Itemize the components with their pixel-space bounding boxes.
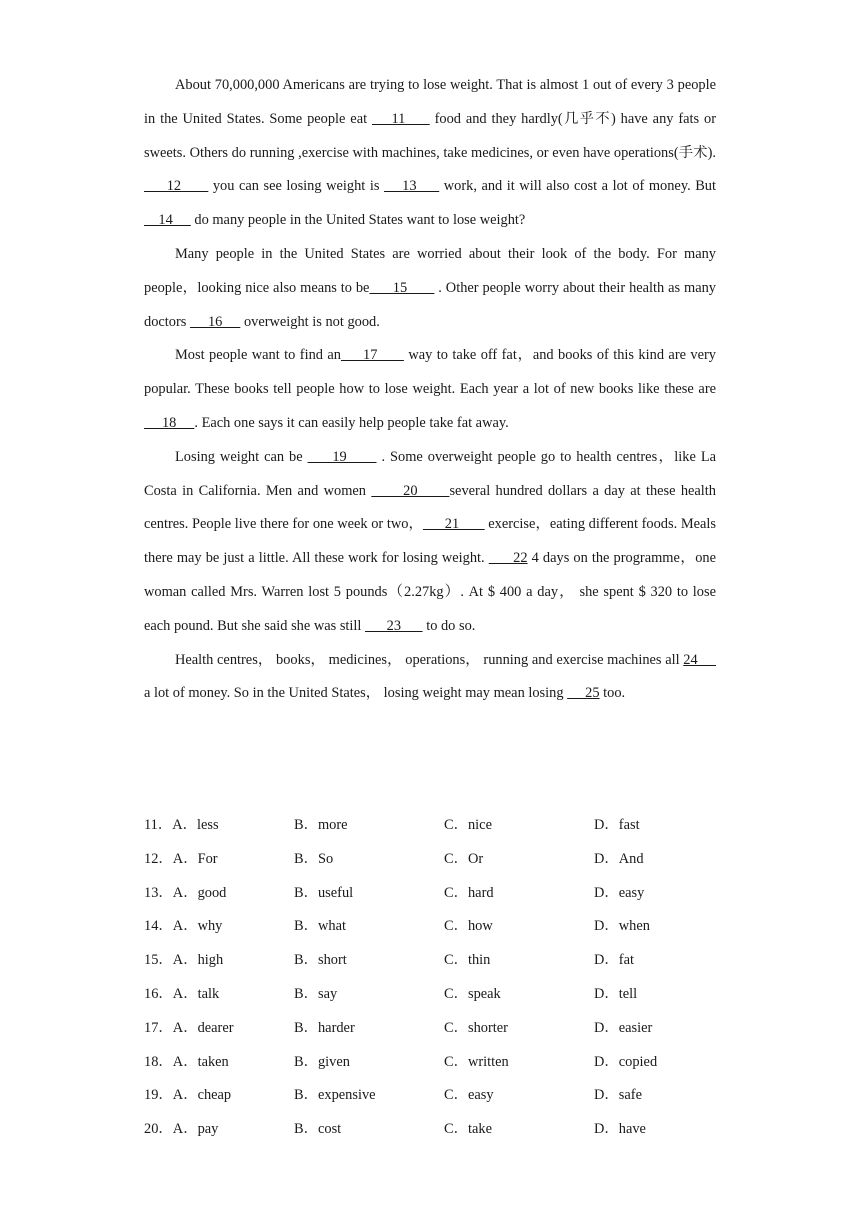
option-c: C．hard — [444, 884, 494, 901]
paragraph-3 — [144, 339, 716, 440]
passage-text: . Each one says it can easily help people take fat away. — [194, 414, 509, 431]
question-number: 14． — [144, 918, 173, 935]
passage-text: About 70,000,000 Americans are trying to lose weight. That is almost 1 out of every 3 people in the United States. Some people eat — [144, 77, 716, 127]
option-a — [144, 877, 294, 911]
blank-18: 18 — [144, 414, 195, 431]
option-a-text: A．high — [172, 952, 224, 969]
passage-text: food and they hardly(几乎不) have any fats or sweets. Others do running ,exercise with machines, take medicines, or even have operations(手术). — [144, 110, 716, 161]
question-row-18 — [144, 1046, 744, 1080]
paragraph-2 — [144, 238, 716, 339]
option-d: D．fat — [594, 952, 634, 969]
passage-text: way to take off fat，and books of this kind are very popular. These books tell people how to lose weight. Each year a lot of new books like these are — [144, 347, 716, 398]
option-b: B．given — [294, 1053, 350, 1070]
blank-21: 21 — [422, 516, 485, 533]
passage-text: Health centres， books， medicines， operations， running and exercise machines all — [175, 651, 684, 668]
passage-text: to do so. — [422, 617, 476, 634]
option-a-text: A．pay — [172, 1121, 219, 1138]
passage-text: . Other people worry about their health as many doctors — [144, 279, 716, 330]
question-number: 13． — [144, 884, 173, 901]
option-c: C．written — [444, 1053, 509, 1070]
option-a-text: A．talk — [172, 985, 220, 1002]
question-number: 11． — [144, 817, 173, 833]
option-b: B．harder — [294, 1019, 355, 1036]
blank-17: 17 — [340, 347, 404, 364]
option-d: D．And — [594, 850, 644, 867]
question-row-13 — [144, 877, 744, 911]
option-d: D．easy — [594, 884, 645, 901]
blank-15: 15 — [369, 279, 435, 296]
option-c: C．take — [444, 1121, 492, 1138]
option-b: B．more — [294, 817, 348, 833]
option-b: B．useful — [294, 884, 354, 901]
blank-24: 24 — [683, 651, 716, 668]
option-d: D．easier — [594, 1019, 653, 1036]
blank-22: 22 — [488, 550, 528, 567]
passage-text: exercise，eating different foods. Meals there may be just a little. All these work for losing weight. — [144, 516, 716, 567]
question-row-20 — [144, 1113, 744, 1147]
question-number: 15． — [144, 952, 173, 969]
question-row-19 — [144, 1079, 744, 1113]
option-a-text: A．For — [172, 850, 218, 867]
option-a-text: A．why — [172, 918, 223, 935]
option-c: C．speak — [444, 985, 501, 1002]
blank-11: 11 — [371, 110, 430, 127]
question-number: 16． — [144, 985, 173, 1002]
question-row-14 — [144, 910, 744, 944]
paragraph-5 — [144, 644, 716, 712]
question-number: 12． — [144, 850, 173, 867]
passage-text: do many people in the United States want to lose weight? — [190, 212, 526, 229]
option-a — [144, 910, 294, 944]
option-b: B．So — [294, 850, 334, 867]
option-d: D．have — [594, 1121, 646, 1138]
option-b: B．say — [294, 985, 338, 1002]
option-d: D．fast — [594, 817, 640, 833]
passage-text: Losing weight can be — [175, 448, 308, 465]
question-row-17 — [144, 1012, 744, 1046]
option-a — [144, 1046, 294, 1080]
paragraph-4 — [144, 441, 716, 644]
blank-20: 20 — [371, 482, 450, 499]
option-a — [144, 1113, 294, 1147]
blank-25: 25 — [567, 685, 600, 702]
option-b: B．cost — [294, 1121, 342, 1138]
option-a-text: A．dearer — [172, 1019, 234, 1036]
option-a — [144, 944, 294, 978]
option-a — [144, 1079, 294, 1113]
option-a-text: A．good — [172, 884, 227, 901]
passage-text: several hundred dollars a day at these health centres. People live there for one week or two， — [144, 482, 716, 533]
passage-text: overweight is not good. — [240, 313, 380, 330]
question-number: 18． — [144, 1053, 173, 1070]
blank-23: 23 — [365, 617, 423, 634]
blank-19: 19 — [307, 448, 377, 465]
question-row-11 — [144, 809, 744, 843]
option-c: C．shorter — [444, 1019, 508, 1036]
question-number: 19． — [144, 1087, 173, 1104]
passage-text: Many people in the United States are worried about their look of the body. For many people，looking nice also means to be — [144, 245, 716, 296]
option-d: D．copied — [594, 1053, 658, 1070]
option-a — [144, 809, 294, 843]
option-d: D．safe — [594, 1087, 642, 1104]
question-row-16 — [144, 978, 744, 1012]
blank-12: 12 — [144, 178, 209, 195]
question-row-12 — [144, 843, 744, 877]
passage-text: you can see losing weight is — [208, 178, 384, 195]
option-d: D．tell — [594, 985, 638, 1002]
option-c: C．thin — [444, 952, 491, 969]
passage-text: too. — [599, 685, 626, 702]
paragraph-1 — [144, 69, 716, 238]
question-number: 17． — [144, 1019, 173, 1036]
option-a — [144, 843, 294, 877]
option-d: D．when — [594, 918, 650, 935]
passage-text: Most people want to find an — [175, 347, 341, 364]
option-a — [144, 978, 294, 1012]
option-c: C．Or — [444, 850, 484, 867]
blank-13: 13 — [383, 178, 440, 195]
question-number: 20． — [144, 1121, 173, 1138]
option-a-text: A．cheap — [172, 1087, 232, 1104]
option-c: C．nice — [444, 817, 492, 833]
answer-options — [144, 809, 744, 1147]
option-a-text: A．less — [172, 817, 219, 833]
passage-text: . Some overweight people go to health centres，like La Costa in California. Men and women — [144, 448, 717, 499]
option-c: C．easy — [444, 1087, 494, 1104]
option-c: C．how — [444, 918, 493, 935]
blank-14: 14 — [144, 212, 191, 229]
passage-text: 4 days on the programme，one woman called Mrs. Warren lost 5 pounds（2.27kg）. At $ 400 a day， she spent $ 320 to lose each pound. But she said she was still — [144, 550, 716, 634]
passage-text: work, and it will also cost a lot of money. But — [439, 178, 717, 195]
question-row-15 — [144, 944, 744, 978]
passage-text: a lot of money. So in the United States， losing weight may mean losing — [144, 685, 568, 702]
option-b: B．short — [294, 952, 347, 969]
cloze-passage — [144, 69, 716, 711]
option-b: B．expensive — [294, 1087, 376, 1104]
option-a-text: A．taken — [172, 1053, 229, 1070]
blank-16: 16 — [189, 313, 241, 330]
option-b: B．what — [294, 918, 346, 935]
option-a — [144, 1012, 294, 1046]
